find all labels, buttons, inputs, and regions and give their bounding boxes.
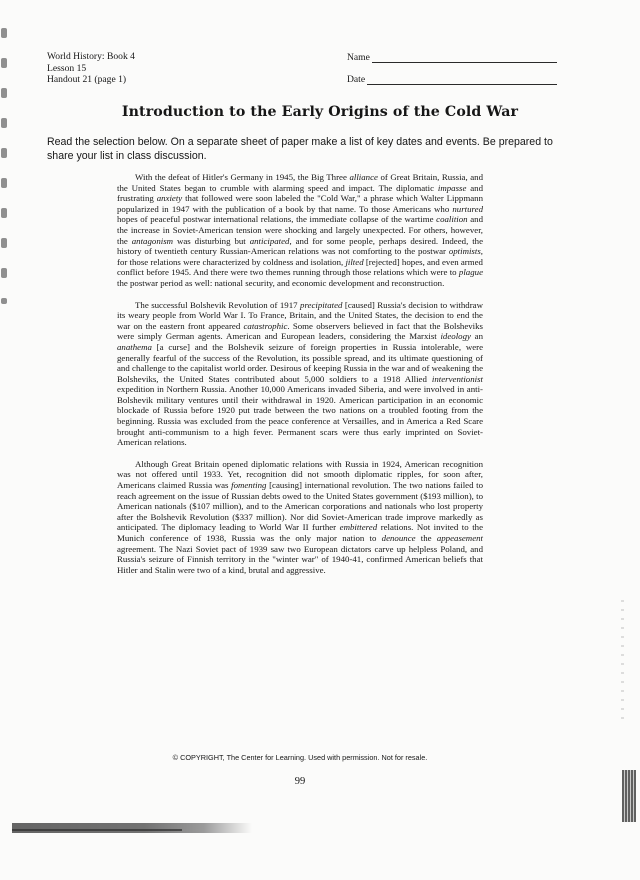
text-run: [a curse] and the Bolshevik seizure of foreign properties in Russia intolerable, were generally fearful of the success of the Revolution, its possible spread, and its ultimate questioning of and challenge to the capitalist world order. Desirous of keeping Russia in the war and of weakening the Bolsheviks, the United States contributed about 5,000 soldiers to a 1918 Allied bbox=[117, 341, 483, 384]
scan-artifact-line bbox=[12, 829, 182, 831]
text-run: , for those relations were characterized by coldness and isolation, bbox=[117, 246, 483, 267]
vocab-term: precipitated bbox=[300, 299, 343, 310]
scan-artifact bbox=[12, 823, 252, 833]
text-run: The successful Bolshevik Revolution of 1917 bbox=[135, 299, 301, 310]
student-fields bbox=[347, 51, 557, 85]
vocab-term: interventionist bbox=[431, 373, 483, 384]
text-run: was disturbing but bbox=[173, 235, 250, 246]
text-run: , and for some people, perhaps desired. Indeed, the history of twentieth century Russian-American relations was not comforting to the postwar bbox=[117, 235, 484, 257]
vocab-term: coalition bbox=[436, 214, 468, 225]
binding-holes bbox=[0, 0, 14, 330]
vocab-term: plague bbox=[458, 267, 483, 278]
handout-label: Handout 21 (page 1) bbox=[47, 74, 127, 85]
handout-header bbox=[47, 51, 135, 86]
scan-edge-artifact bbox=[618, 600, 640, 860]
date-label: Date bbox=[347, 73, 366, 85]
date-line[interactable] bbox=[367, 74, 557, 85]
vocab-term: antagonism bbox=[131, 235, 174, 246]
instructions: Read the selection below. On a separate sheet of paper make a list of key dates and events. Be prepared to share your list in class discussion. bbox=[47, 136, 553, 162]
text-run: expedition in Northern Russia. Another 10,000 Americans invaded Siberia, and were involved in anti-Bolshevik military ventures until their withdrawal in 1920. American participation in an economic blockade of Russia before 1920 put trade between the two nations on a troubled footing from the beginning. Russia was excluded from the peace conference at Versailles, and in America a Red Scare brought anti-communism to a high fever. Permanent scars were thus early imprinted on Soviet-American relations. bbox=[117, 384, 483, 448]
paragraph bbox=[117, 300, 483, 448]
text-run: of Great Britain, Russia, and the United States began to crumble with alarming speed and impact. The diplomatic bbox=[117, 172, 484, 193]
name-line[interactable] bbox=[372, 52, 557, 63]
text-run: and frustrating bbox=[117, 182, 484, 204]
date-field[interactable] bbox=[347, 62, 557, 85]
vocab-term: catastrophic bbox=[243, 320, 288, 331]
text-run: agreement. The Nazi Soviet pact of 1939 saw two European dictators carve up helpless Poland, and Russia's seizure of Finnish territory in the "winter war" of 1940-41, confirmed American beliefs that Hitler and Stalin were two of a kind, brutal and aggressive. bbox=[117, 543, 483, 575]
vocab-term: embittered bbox=[339, 522, 378, 533]
text-run: the bbox=[415, 533, 437, 543]
text-run: Although Great Britain opened diplomatic relations with Russia in 1924, American recognition was not offered until 1933. Yet, recognition did not smooth diplomatic ripples, for soon after, Americans claimed Russia was bbox=[117, 458, 483, 491]
copyright-notice: © COPYRIGHT, The Center for Learning. Used with permission. Not for resale. bbox=[172, 753, 428, 762]
vocab-term: optimists bbox=[448, 246, 481, 257]
text-run: and the increase in Soviet-American tension were shocking and largely unexpected. For others, however, the bbox=[117, 214, 483, 246]
vocab-term: appeasement bbox=[436, 533, 483, 543]
vocab-term: anticipated bbox=[249, 235, 290, 246]
page-title: Introduction to the Early Origins of the Cold War bbox=[121, 104, 519, 120]
vocab-term: nurtured bbox=[452, 203, 483, 214]
vocab-term: impasse bbox=[437, 182, 467, 193]
text-run: [caused] Russia's decision to withdraw its weary people from World War I. To France, Britain, and the United States, the decision to end the war on the eastern front appeared bbox=[117, 299, 483, 331]
text-run: . Some observers believed in fact that the Bolsheviks were simply German agents. American and European leaders, considering the Marxist bbox=[117, 320, 483, 342]
vocab-term: ideology bbox=[440, 331, 471, 342]
text-run: the postwar period as well: national security, and economic development and reconstruction. bbox=[117, 277, 445, 288]
vocab-term: jilted bbox=[345, 256, 364, 267]
paragraph bbox=[117, 172, 483, 289]
vocab-term: anxiety bbox=[156, 193, 183, 204]
vocab-term: alliance bbox=[349, 172, 378, 182]
lesson-label: Lesson 15 bbox=[47, 62, 87, 74]
series-label: World History: Book 4 bbox=[47, 51, 135, 62]
page-number: 99 bbox=[294, 776, 306, 787]
text-run: that followed were soon labeled the "Cold War," a phrase which Walter Lippmann popularized in 1947 with the publication of a book by that name. To those Americans who bbox=[117, 193, 484, 214]
text-run: [rejected] hopes, and even armed conflict before 1945. And there were two themes running through those relations which were to bbox=[117, 256, 483, 278]
text-run: With the defeat of Hitler's Germany in 1945, the Big Three bbox=[135, 172, 350, 182]
reading-selection bbox=[117, 172, 483, 586]
name-field[interactable] bbox=[347, 51, 557, 63]
text-run: [causing] international revolution. The two nations failed to reach agreement on the issue of Russian debts owed to the United States government ($193 million), to American nationals ($107 million), and to the American corporations and nationals who lost property after the Bolshevik Revolution ($337 million). Nor did Soviet-American trade improve markedly as anticipated. The diplomacy leading to World War II further bbox=[117, 480, 483, 533]
text-run: hopes of peaceful postwar international relations, the immediate collapse of the wartime bbox=[117, 214, 437, 225]
text-run: relations. Not invited to the Munich conference of 1938, Russia was the only major nation to bbox=[117, 522, 483, 543]
vocab-term: anathema bbox=[117, 341, 152, 352]
vocab-term: fomenting bbox=[231, 480, 267, 491]
paragraph bbox=[117, 459, 483, 576]
vocab-term: denounce bbox=[381, 533, 416, 543]
name-label: Name bbox=[347, 51, 370, 63]
text-run: an bbox=[470, 331, 484, 342]
